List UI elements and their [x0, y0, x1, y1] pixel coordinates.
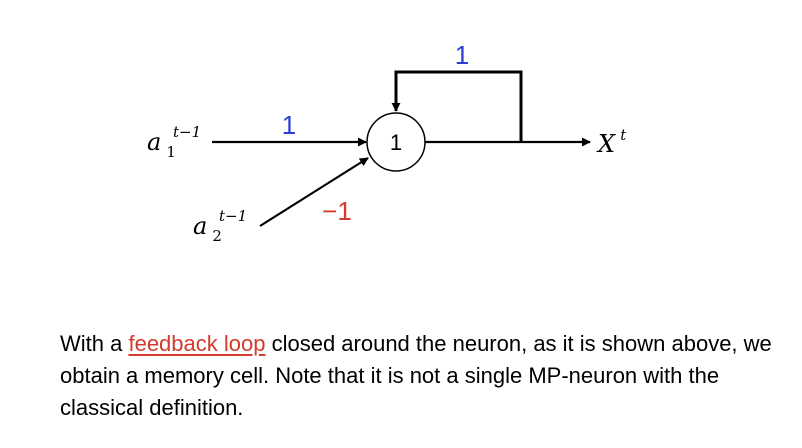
input-1-base: a: [147, 128, 162, 156]
input-1-label: [147, 123, 201, 161]
input-2-label: [193, 207, 247, 245]
output-label: [596, 126, 627, 158]
caption-after-link: closed around the neuron, as it is shown above, we obtain a memory cell. Note that it is not a single MP-neuron with the classical definition.: [60, 331, 772, 420]
neuron-threshold: 1: [389, 130, 403, 155]
output-superscript: t: [620, 126, 627, 144]
input-1-subscript: 1: [166, 143, 176, 161]
input-1-superscript: t−1: [173, 123, 202, 141]
feedback-loop-link[interactable]: feedback loop: [128, 331, 266, 356]
caption-text: [60, 328, 780, 424]
input-2-weight-label: −1: [322, 196, 352, 226]
caption-before-link: With a: [60, 331, 129, 356]
output-base: X: [598, 130, 616, 158]
input-2-base: a: [193, 212, 208, 240]
feedback-weight-label: 1: [454, 40, 470, 70]
input-1-weight-label: 1: [281, 110, 297, 140]
input-2-subscript: 2: [212, 227, 222, 245]
input-2-superscript: t−1: [219, 207, 248, 225]
